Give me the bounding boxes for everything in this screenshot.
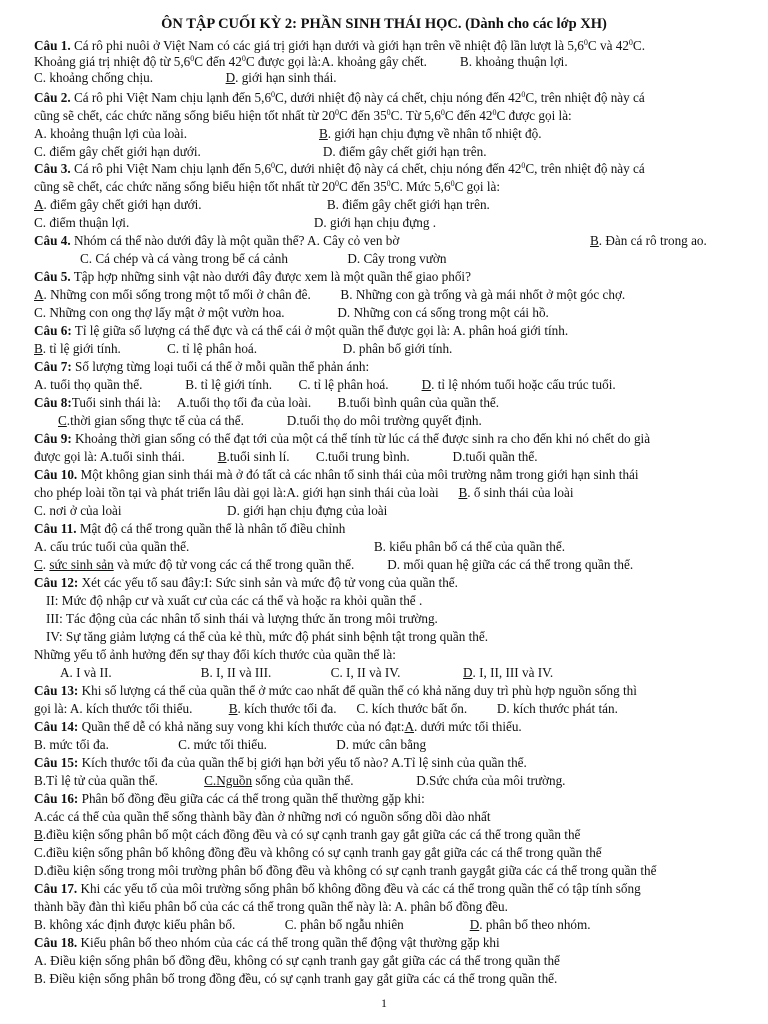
text-line — [34, 179, 500, 195]
text-line — [46, 611, 438, 627]
superscript: 0 — [440, 108, 445, 117]
text-span: Mật độ cá thể trong quần thể là nhân tố điều chỉnh — [76, 521, 346, 536]
text-span: . — [42, 557, 50, 572]
question-number: Câu 15: — [34, 755, 79, 770]
text-span: Quần thể dễ có khả năng suy vong khi kích thước của nó đạt: — [78, 719, 405, 734]
text-span: C. nơi ở của loài D. giới hạn chịu đựng của loài — [34, 503, 388, 518]
text-span: .thời gian sống thực tế của cá thể. D.tuổi thọ do môi trường quyết định. — [66, 413, 482, 428]
text-span: được gọi là: A.tuổi sinh thái. — [34, 449, 218, 464]
text-span: Tỉ lệ giữa số lượng cá thể đực và cá thể cái ở một quần thể được gọi là: A. phân hoá giới tính. — [71, 323, 569, 338]
text-line — [34, 737, 426, 753]
text-line — [34, 503, 387, 519]
text-line — [46, 629, 488, 645]
text-span: B. Điều kiện sống phân bố trong đồng đều, có sự cạnh tranh gay gắt giữa các cá thể trong quần thể. — [34, 971, 558, 986]
text-line — [34, 233, 399, 249]
text-span: Tuổi sinh thái là: A.tuổi thọ tối đa của loài. B.tuổi bình quân của quần thể. — [71, 395, 500, 410]
text-span: . kích thước tối đa. C. kích thước bất ổn. D. kích thước phát tán. — [237, 701, 618, 716]
text-span: Số lượng từng loại tuổi cá thể ở mỗi quần thể phản ánh: — [71, 359, 370, 374]
text-line — [34, 341, 452, 357]
page-number: 1 — [381, 996, 387, 1010]
text-span: sống của quần thể. D.Sức chứa của môi trường. — [252, 773, 566, 788]
text-span: A. tuổi thọ quần thể. B. tỉ lệ giới tính. C. tỉ lệ phân hoá. — [34, 377, 422, 392]
text-span: sức sinh sản — [49, 557, 114, 572]
text-line — [34, 539, 565, 555]
text-span: . Đàn cá rô trong ao. — [598, 233, 707, 248]
superscript: 0 — [521, 161, 526, 170]
text-span: B.Tỉ lệ tử của quần thể. — [34, 773, 205, 788]
text-line — [34, 161, 645, 177]
superscript: 0 — [450, 179, 455, 188]
text-span: C, trên nhiệt độ này cá — [525, 161, 645, 176]
text-span: . phân bố theo nhóm. — [479, 917, 591, 932]
superscript: 0 — [271, 161, 276, 170]
text-line — [34, 377, 616, 393]
text-line — [34, 90, 645, 106]
text-line — [34, 431, 650, 447]
text-line — [34, 845, 602, 861]
text-line — [34, 719, 522, 735]
text-span: C. Cá chép và cá vàng trong bể cá cảnh D. Cây trong vườn — [80, 251, 447, 266]
text-span: D — [421, 377, 432, 392]
text-span: . giới hạn sinh thái. — [235, 70, 337, 85]
question-number: Câu 16: — [34, 791, 79, 806]
superscript: 0 — [271, 90, 276, 99]
text-span: Những yếu tố ảnh hưởng đến sự thay đổi kích thước của quần thể là: — [34, 647, 396, 662]
text-span: C, dưới nhiệt độ này cá chết, chịu nóng đến 42 — [275, 90, 522, 105]
superscript: 0 — [583, 38, 588, 47]
text-line — [34, 485, 574, 501]
question-number: Câu 14: — [34, 719, 79, 734]
text-span: Khoảng giá trị nhiệt độ từ 5,6 — [34, 54, 191, 69]
text-line — [34, 521, 345, 537]
text-span: A. cấu trúc tuổi của quần thể. B. kiểu phân bố cá thể của quần thể. — [34, 539, 566, 554]
text-span: C, dưới nhiệt độ này cá chết, chịu nóng đến 42 — [275, 161, 522, 176]
text-span: A. I và II. B. I, II và III. C. I, II và IV. — [60, 665, 464, 680]
text-span: C đến 42 — [444, 108, 493, 123]
text-line — [34, 683, 637, 699]
text-span: C. điểm gây chết giới hạn dưới. D. điểm gây chết giới hạn trên. — [34, 144, 487, 159]
text-span: C. Mức 5,6 — [390, 179, 451, 194]
text-span: C.Nguồn — [204, 773, 253, 788]
text-span: B — [228, 701, 238, 716]
text-span: B — [34, 341, 43, 356]
question-number: Câu 11. — [34, 521, 77, 536]
text-span: C — [34, 557, 43, 572]
question-number: Câu 2. — [34, 90, 71, 105]
text-line — [34, 467, 639, 483]
text-span: cho phép loài tồn tại và phát triển lâu dài gọi là:A. giới hạn sinh thái của loài — [34, 485, 459, 500]
text-span: C. khoảng chống chịu. — [34, 70, 226, 85]
text-span: D — [469, 917, 480, 932]
text-span: II: Mức độ nhập cư và xuất cư của các cá thể và hoặc ra khỏi quần thể . — [46, 593, 423, 608]
text-line — [60, 665, 553, 681]
text-span: C. — [632, 38, 646, 53]
text-line — [34, 881, 641, 897]
superscript: 0 — [386, 179, 391, 188]
text-line — [34, 269, 471, 285]
text-span: Cá rô phi Việt Nam chịu lạnh đến 5,6 — [70, 90, 272, 105]
question-number: Câu 9: — [34, 431, 72, 446]
superscript: 0 — [335, 108, 340, 117]
text-span: D — [225, 70, 236, 85]
text-line — [34, 323, 568, 339]
text-span: . I, II, III và IV. — [472, 665, 554, 680]
text-span: D.điều kiện sống trong môi trường phân bố đồng đều và không có sự cạnh tranh gaygắt giữa các cá thể trong quần thể — [34, 863, 657, 878]
text-span: B — [318, 126, 328, 141]
text-line — [34, 575, 458, 591]
text-line — [34, 449, 538, 465]
text-span: . ổ sinh thái của loài — [467, 485, 574, 500]
text-span: . điểm gây chết giới hạn dưới. B. điểm gây chết giới hạn trên. — [43, 197, 490, 212]
question-number: Câu 12: — [34, 575, 79, 590]
text-line — [34, 54, 568, 70]
text-span: C được gọi là:A. khoảng gây chết. B. khoảng thuận lợi. — [245, 54, 568, 69]
question-number: Câu 13: — [34, 683, 79, 698]
text-span: .tuổi sinh lí. C.tuổi trung bình. D.tuổi quần thể. — [226, 449, 538, 464]
text-line — [34, 70, 337, 86]
text-line — [34, 197, 490, 213]
text-span: IV: Sự tăng giảm lượng cá thể của kẻ thù, mức độ phát sinh bệnh tật trong quần thể. — [46, 629, 489, 644]
text-span: cũng sẽ chết, các chức năng sống biểu hiện tốt nhất từ 20 — [34, 179, 336, 194]
text-span: B — [217, 449, 227, 464]
text-span: . tỉ lệ giới tính. C. tỉ lệ phân hoá. D. phân bố giới tính. — [42, 341, 453, 356]
text-span: A.các cá thể của quần thể sống thành bầy đàn ở những nơi có nguồn sống dồi dào nhất — [34, 809, 491, 824]
text-span: Tập hợp những sinh vật nào dưới đây được xem là một quần thể giao phối? — [70, 269, 471, 284]
text-span: C. Từ 5,6 — [390, 108, 441, 123]
superscript: 0 — [386, 108, 391, 117]
text-line — [34, 38, 645, 54]
text-span: . tỉ lệ nhóm tuổi hoặc cấu trúc tuổi. — [431, 377, 616, 392]
text-line — [46, 593, 422, 609]
question-number: Câu 3. — [34, 161, 71, 176]
text-span: Khoảng thời gian sống có thể đạt tới của một cá thể tính từ lúc cá thể được sinh ra cho đến khi nó chết do già — [71, 431, 651, 446]
text-span: Cá rô phi Việt Nam chịu lạnh đến 5,6 — [70, 161, 272, 176]
text-line — [34, 935, 500, 951]
text-line — [80, 251, 446, 267]
text-span: B. không xác định được kiểu phân bố. C. phân bố ngẫu nhiên — [34, 917, 470, 932]
text-span: A — [404, 719, 415, 734]
text-span: C đến 35 — [339, 108, 387, 123]
text-span: B — [590, 233, 599, 248]
text-span: Khi số lượng cá thể của quần thể ở mức cao nhất để quần thể có khả năng duy trì phù hợp nguồn sống thì — [78, 683, 637, 698]
text-line — [34, 971, 557, 987]
text-span: C. Những con ong thợ lấy mật ở một vườn hoa. D. Những con cá sống trong một cái hồ. — [34, 305, 549, 320]
text-line — [34, 863, 656, 879]
text-line — [590, 233, 707, 249]
superscript: 0 — [492, 108, 497, 117]
text-line — [34, 899, 508, 915]
text-span: C gọi là: — [454, 179, 501, 194]
text-span: B — [34, 827, 43, 842]
text-span: Xét các yếu tố sau đây:I: Sức sinh sản và mức độ tử vong của quần thể. — [78, 575, 458, 590]
text-line — [34, 126, 542, 142]
text-span: Một không gian sinh thái mà ở đó tất cả các nhân tố sinh thái của môi trường nằm trong giới hạn sinh thái — [77, 467, 639, 482]
superscript: 0 — [241, 54, 246, 63]
text-span: Khi các yếu tố của môi trường sống phân bố không đồng đều và các cá thể trong quần thể có tập tính sống — [77, 881, 641, 896]
text-line — [34, 755, 527, 771]
text-line — [34, 809, 491, 825]
text-span: C.điều kiện sống phân bố không đồng đều và không có sự cạnh tranh gay gắt giữa các cá thể trong quần thể — [34, 845, 602, 860]
text-line — [34, 108, 572, 124]
text-span: C, trên nhiệt độ này cá — [525, 90, 645, 105]
superscript: 0 — [521, 90, 526, 99]
text-span: cũng sẽ chết, các chức năng sống biểu hiện tốt nhất từ 20 — [34, 108, 336, 123]
text-line — [34, 305, 549, 321]
text-line — [34, 395, 499, 411]
text-span: Kiểu phân bố theo nhóm của các cá thể trong quần thể động vật thường gặp khi — [77, 935, 500, 950]
question-number: Câu 1. — [34, 38, 71, 53]
text-span: C và 42 — [587, 38, 629, 53]
text-span: Nhóm cá thể nào dưới đây là một quần thể? A. Cây cỏ ven bờ — [70, 233, 400, 248]
text-span: A. khoảng thuận lợi của loài. — [34, 126, 319, 141]
text-span: Phân bố đồng đều giữa các cá thể trong quần thể thường gặp khi: — [78, 791, 425, 806]
text-span: A. Điều kiện sống phân bố đồng đều, không có sự cạnh tranh gay gắt giữa các cá thể trong quần thể — [34, 953, 560, 968]
text-line — [34, 215, 436, 231]
text-span: III: Tác động của các nhân tố sinh thái và lượng thức ăn trong môi trường. — [46, 611, 438, 626]
text-span: Cá rô phi nuôi ở Việt Nam có các giá trị giới hạn dưới và giới hạn trên về nhiệt độ lần lượt là 5,6 — [70, 38, 584, 53]
page-title: ÔN TẬP CUỐI KỲ 2: PHẦN SINH THÁI HỌC. (Dành cho các lớp XH) — [161, 16, 607, 32]
text-span: . dưới mức tối thiểu. — [414, 719, 522, 734]
text-span: . giới hạn chịu đựng về nhân tố nhiệt độ. — [327, 126, 542, 141]
text-span: thành bầy đàn thì kiểu phân bố của các cá thể trong quần thể này là: A. phân bố đồng đều. — [34, 899, 508, 914]
text-span: C được gọi là: — [496, 108, 572, 123]
text-line — [34, 144, 487, 160]
question-number: Câu 17. — [34, 881, 78, 896]
question-number: Câu 10. — [34, 467, 78, 482]
text-line — [34, 773, 565, 789]
question-number: Câu 18. — [34, 935, 78, 950]
text-line — [34, 359, 369, 375]
text-line — [34, 647, 396, 663]
superscript: 0 — [628, 38, 633, 47]
text-span: . Những con mối sống trong một tổ mối ở chân đê. B. Những con gà trống và gà mái nhốt ở một góc chợ. — [43, 287, 626, 302]
text-line — [58, 413, 482, 429]
question-number: Câu 4. — [34, 233, 71, 248]
text-line — [34, 701, 618, 717]
text-line — [34, 917, 591, 933]
text-span: D — [463, 665, 473, 680]
text-line — [34, 791, 425, 807]
question-number: Câu 6: — [34, 323, 72, 338]
text-span: và mức độ tử vong các cá thể trong quần thể. D. mối quan hệ giữa các cá thể trong quần thể. — [113, 557, 634, 572]
superscript: 0 — [335, 179, 340, 188]
text-span: .điều kiện sống phân bố một cách đồng đều và có sự cạnh tranh gay gắt giữa các cá thể trong quần thể — [42, 827, 581, 842]
question-number: Câu 7: — [34, 359, 72, 374]
text-span: C đến 42 — [194, 54, 242, 69]
question-number: Câu 8: — [34, 395, 72, 410]
text-span: B — [458, 485, 468, 500]
text-span: Kích thước tối đa của quần thể bị giới hạn bởi yếu tố nào? A.Tỉ lệ sinh của quần thể. — [78, 755, 527, 770]
question-number: Câu 5. — [34, 269, 71, 284]
text-span: C đến 35 — [339, 179, 387, 194]
text-span: B. mức tối đa. C. mức tối thiểu. D. mức cân bằng — [34, 737, 427, 752]
text-span: C. điểm thuận lợi. D. giới hạn chịu đựng . — [34, 215, 437, 230]
text-line — [34, 287, 625, 303]
text-span: A — [34, 197, 44, 212]
text-span: C — [58, 413, 67, 428]
superscript: 0 — [190, 54, 195, 63]
text-span: gọi là: A. kích thước tối thiểu. — [34, 701, 229, 716]
text-span: A — [34, 287, 44, 302]
text-line — [34, 827, 580, 843]
text-line — [34, 557, 633, 573]
text-line — [34, 953, 560, 969]
